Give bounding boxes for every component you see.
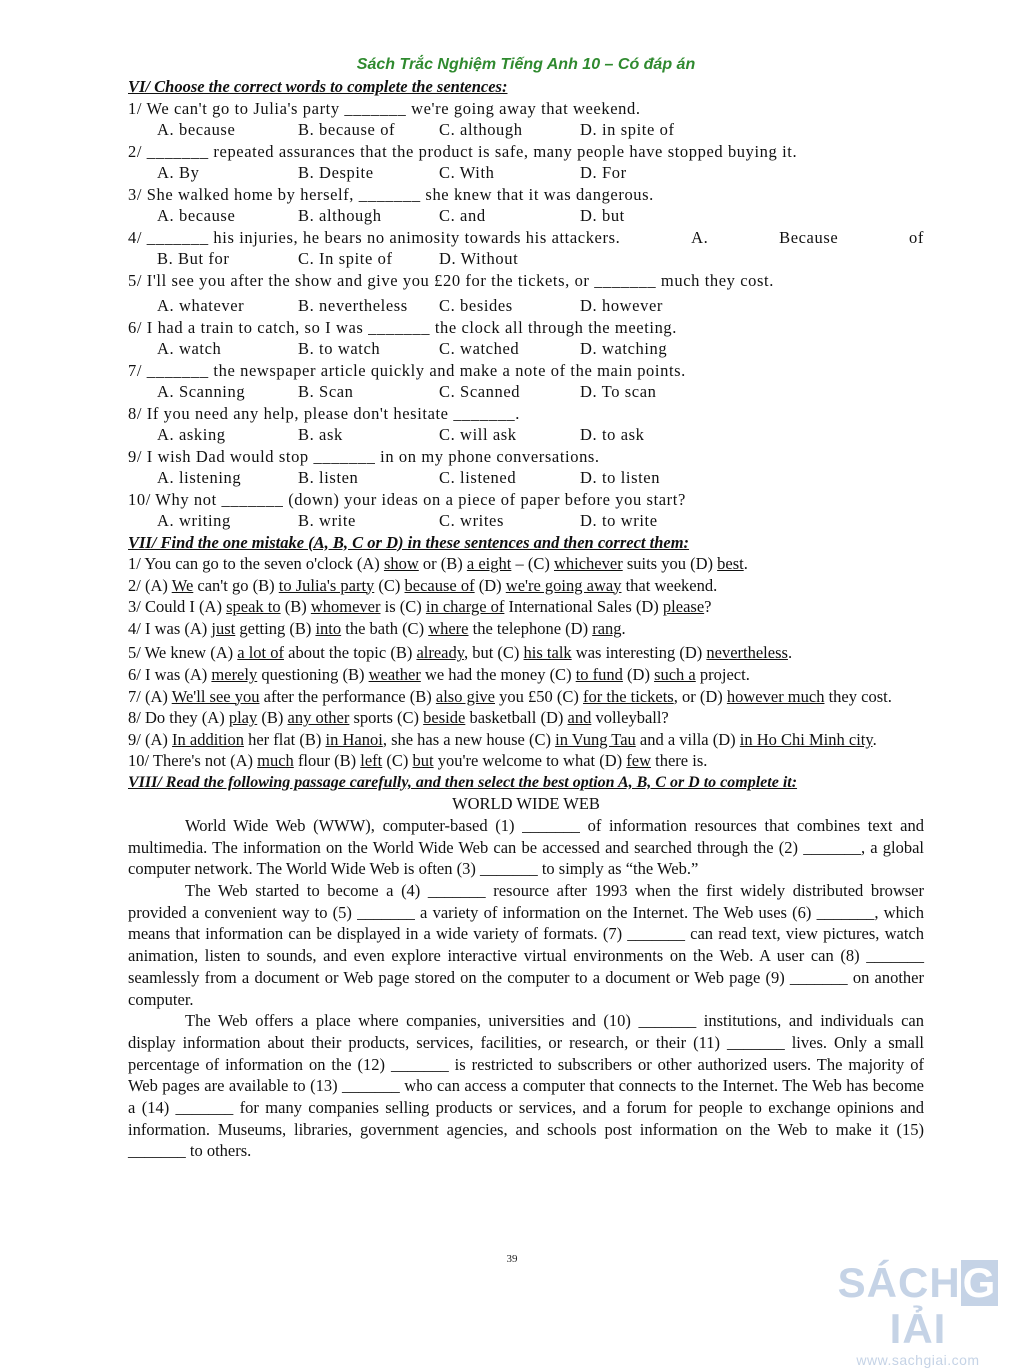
answer-option[interactable]: B. ask [298,425,343,444]
underlined-option[interactable]: because of [404,575,475,595]
sentence-text: project. [695,664,750,684]
mistake-sentence [128,707,924,729]
answer-option[interactable]: B. But for [157,249,230,268]
answer-option[interactable]: D. To scan [580,382,657,401]
underlined-option[interactable]: and [567,708,592,728]
sentence-text: (B) [257,708,288,728]
underlined-option[interactable]: in Hanoi [325,729,383,749]
sentence-text: questioning (B) [257,664,369,684]
answer-option[interactable]: C. watched [439,339,520,358]
question-tail-word: A. [691,227,709,247]
underlined-option[interactable]: best [717,554,744,573]
answer-option[interactable]: A. because [157,206,236,225]
page-number: 39 [506,1253,518,1265]
underlined-option[interactable]: for the tickets [583,686,674,706]
sentence-text: . [743,554,748,573]
underlined-option[interactable]: to fund [575,664,623,684]
question-text: 8/ If you need any help, please don't hesitate _______. [128,403,521,423]
sentence-text: 6/ I was (A) [128,664,212,684]
underlined-option[interactable]: to Julia's party [278,575,375,595]
answer-option[interactable]: B. although [298,206,382,225]
question-text: 2/ _______ repeated assurances that the product is safe, many people have stopped buying it. [128,141,798,161]
answer-option[interactable]: B. write [298,511,356,530]
sentence-text: the telephone (D) [468,618,593,638]
document-page [128,54,924,1162]
underlined-option[interactable]: We'll see you [171,686,260,706]
passage-paragraph: World Wide Web (WWW), computer-based (1) _______ of information resources that combines text and multimedia. The information on the World Wide Web can be accessed and searched through the (2) _______, a global computer network. The World Wide Web is often (3) _______ to simply as “the Web.” [128,815,924,879]
sentence-text: basketball (D) [465,708,568,728]
question-tail-word: Because [779,227,839,247]
answer-options [128,338,924,360]
sentence-text: (D) [622,664,655,684]
answer-option[interactable]: D. Without [439,249,519,268]
mistake-sentence [128,575,924,597]
answer-option[interactable]: A. because [157,120,236,139]
underlined-option[interactable]: we're going away [505,575,622,595]
answer-option[interactable]: D. however [580,296,663,315]
passage-paragraph: The Web started to become a (4) _______ resource after 1993 when the first widely distributed browser provided a convenient way to (5) _______ a variety of information on the Internet. The Web uses (6) _______, which means that information can be displayed in a wide variety of formats. (7) _______ can read text, view pictures, watch animation, listen to sounds, and even explore interactive virtual environments on the Web. A user can (8) _______ seamlessly from a document or Web page stored on the computer to a document or Web page (9) _______ on another computer. [128,881,924,1009]
sentence-text: about the topic (B) [284,643,417,663]
sentence-text: flour (B) [293,751,361,771]
question-text: 9/ I wish Dad would stop _______ in on my phone conversations. [128,446,600,466]
answer-option[interactable]: B. Scan [298,382,354,401]
watermark-logo-box: G [962,1259,997,1306]
sentence-text: (D) [474,575,506,595]
underlined-option[interactable]: whichever [553,554,623,573]
sentence-text: after the performance (B) [259,686,436,706]
section-8-title: VIII/ Read the following passage carefully, and then select the best option A, B, C or D to complete it: [128,773,798,791]
answer-option[interactable]: B. Despite [298,163,374,182]
section-7-title: VII/ Find the one mistake (A, B, C or D) in these sentences and then correct them: [128,532,690,552]
answer-option[interactable]: D. watching [580,339,668,358]
answer-options [128,467,924,489]
underlined-option[interactable]: in charge of [425,597,505,617]
answer-options [128,510,924,532]
sentence-text: (B) [280,597,311,617]
sentence-text: is (C) [380,597,426,617]
sentence-text: was interesting (D) [571,643,707,663]
underlined-option[interactable]: a eight [466,554,512,573]
sentence-text: ? [704,597,712,617]
question-text: 3/ She walked home by herself, _______ she knew that it was dangerous. [128,184,654,204]
sentence-text: 3/ Could I (A) [128,597,227,617]
answer-option[interactable]: A. writing [157,511,231,530]
sentence-text: they cost. [824,686,892,706]
sentence-text: volleyball? [591,708,669,728]
answer-option[interactable]: D. to listen [580,468,661,487]
underlined-option[interactable]: rang [592,618,622,638]
mistake-sentence [128,642,924,664]
answer-option[interactable]: B. nevertheless [298,296,408,315]
sentence-text: 5/ We knew (A) [128,643,238,663]
sentence-text: or (B) [418,554,467,573]
answer-option[interactable]: C. In spite of [298,249,393,268]
question-tail-word: of [909,227,924,247]
underlined-option[interactable]: any other [287,708,350,728]
question-stem: 4/ _______ his injuries, he bears no animosity towards his attackers. [128,227,621,247]
answer-options [128,248,924,270]
watermark-logo-right: IẢI [889,1305,947,1352]
answer-option[interactable]: D. to ask [580,425,645,444]
underlined-option[interactable]: merely [211,664,258,684]
sentence-text: , but (C) [463,643,524,663]
mistake-sentence [128,686,924,708]
mistake-sentence [128,553,924,575]
section-6-title: VI/ Choose the correct words to complete the sentences: [128,77,508,96]
underlined-option[interactable]: nevertheless [706,643,788,663]
underlined-option[interactable]: play [228,708,258,728]
mistake-sentence [128,729,924,751]
underlined-option[interactable]: such a [654,664,696,684]
underlined-option[interactable]: where [428,618,469,638]
question-text: 5/ I'll see you after the show and give you £20 for the tickets, or _______ much they cost. [128,270,774,290]
answer-option[interactable]: B. listen [298,468,359,487]
underlined-option[interactable]: his talk [523,643,572,663]
sentence-text: 10/ There's not (A) [128,751,258,771]
sentence-text: and a villa (D) [635,729,740,749]
question-text: 7/ _______ the newspaper article quickly and make a note of the main points. [128,360,686,380]
underlined-option[interactable]: We [171,575,194,595]
sentence-text: 1/ You can go to the seven o'clock (A) [128,554,384,573]
mistake-sentence [128,618,924,640]
question-text: 6/ I had a train to catch, so I was _______ the clock all through the meeting. [128,317,677,337]
underlined-option[interactable]: but [412,751,434,771]
answer-option[interactable]: C. With [439,163,495,182]
question-text: 10/ Why not _______ (down) your ideas on a piece of paper before you start? [128,489,686,509]
underlined-option[interactable]: just [211,618,236,638]
watermark-logo [818,1260,1018,1368]
section-7-sentences [128,553,924,772]
underlined-option[interactable]: beside [423,708,466,728]
underlined-option[interactable]: weather [368,664,421,684]
section-6-questions [128,98,924,532]
mistake-sentence [128,664,924,686]
sentence-text: International Sales (D) [504,597,663,617]
sentence-text: her flat (B) [243,729,326,749]
underlined-option[interactable]: speak to [226,597,281,617]
page-header: Sách Trắc Nghiệm Tiếng Anh 10 – Có đáp án [356,56,696,73]
answer-options [128,119,924,141]
sentence-text: (C) [374,575,405,595]
sentence-text: 9/ (A) [128,729,172,749]
sentence-text: suits you (D) [622,554,718,573]
sentence-text: can't go (B) [193,575,279,595]
answer-option[interactable]: B. because of [298,120,396,139]
answer-option[interactable]: D. in spite of [580,120,675,139]
watermark-logo-left: SÁCH [837,1259,961,1306]
answer-option[interactable]: C. will ask [439,425,517,444]
sentence-text: 7/ (A) [128,686,172,706]
underlined-option[interactable]: much [257,751,294,771]
sentence-text: 2/ (A) [128,575,172,595]
passage-paragraph: The Web offers a place where companies, universities and (10) _______ institutions, and individuals can display information about their products, services, facilities, or research, or their (11) _______ lives. Only a small percentage of information on the (12) _______ is restricted to subscribers or other authorized users. The majority of Web pages are available to (13) _______ who can access a computer that connects to the Internet. The Web has become a (14) _______ for many companies selling products or services, and a forum for people to exchange opinions and information. Museums, libraries, government agencies, and schools post information on the Web to make it (15) _______ to others. [128,1011,924,1161]
question-text: 1/ We can't go to Julia's party _______ we're going away that weekend. [128,98,641,118]
mistake-sentence [128,750,924,772]
underlined-option[interactable]: whomever [310,597,381,617]
underlined-option[interactable]: in Ho Chi Minh city [739,729,873,749]
answer-option[interactable]: B. to watch [298,339,381,358]
sentence-text: we had the money (C) [420,664,576,684]
underlined-option[interactable]: into [315,618,342,638]
passage-title: WORLD WIDE WEB [452,794,600,814]
underlined-option[interactable]: left [360,751,383,771]
answer-option[interactable]: C. writes [439,511,504,530]
answer-option[interactable]: D. but [580,206,625,225]
answer-options [128,295,924,317]
sentence-text: . [787,643,793,663]
sentence-text: you're welcome to what (D) [433,751,627,771]
underlined-option[interactable]: please [662,597,705,617]
sentence-text: . [621,618,626,638]
sentence-text: 4/ I was (A) [128,618,212,638]
answer-option[interactable]: C. besides [439,296,513,315]
underlined-option[interactable]: in Vung Tau [555,729,636,749]
underlined-option[interactable]: few [626,751,652,771]
answer-option[interactable]: D. For [580,163,627,182]
sentence-text: that weekend. [621,575,718,595]
sentence-text: you £50 (C) [495,686,583,706]
sentence-text: – (C) [511,554,554,573]
answer-option[interactable]: A. whatever [157,296,245,315]
question-text [128,227,924,249]
underlined-option[interactable]: show [383,554,419,573]
sentence-text: . [872,729,877,749]
sentence-text: there is. [651,751,708,771]
sentence-text: sports (C) [349,708,424,728]
answer-options [128,381,924,403]
answer-option[interactable]: A. Scanning [157,382,246,401]
answer-options [128,205,924,227]
answer-option[interactable]: A. watch [157,339,222,358]
answer-option[interactable]: A. By [157,163,200,182]
sentence-text: (C) [382,751,413,771]
underlined-option[interactable]: a lot of [237,643,285,663]
answer-options [128,162,924,184]
answer-option[interactable]: C. although [439,120,523,139]
underlined-option[interactable]: however much [726,686,825,706]
underlined-option[interactable]: In addition [172,729,244,749]
answer-option[interactable]: A. listening [157,468,242,487]
sentence-text: , or (D) [673,686,727,706]
answer-option[interactable]: C. Scanned [439,382,521,401]
answer-option[interactable]: C. and [439,206,486,225]
answer-options [128,424,924,446]
mistake-sentence [128,596,924,618]
sentence-text: , she has a new house (C) [382,729,556,749]
sentence-text: getting (B) [235,618,316,638]
sentence-text: 8/ Do they (A) [128,708,229,728]
answer-option[interactable]: A. asking [157,425,226,444]
watermark-url: www.sachgiai.com [856,1352,980,1368]
underlined-option[interactable]: also give [435,686,495,706]
answer-option[interactable]: C. listened [439,468,517,487]
answer-option[interactable]: D. to write [580,511,658,530]
underlined-option[interactable]: already [416,643,464,663]
sentence-text: the bath (C) [341,618,429,638]
